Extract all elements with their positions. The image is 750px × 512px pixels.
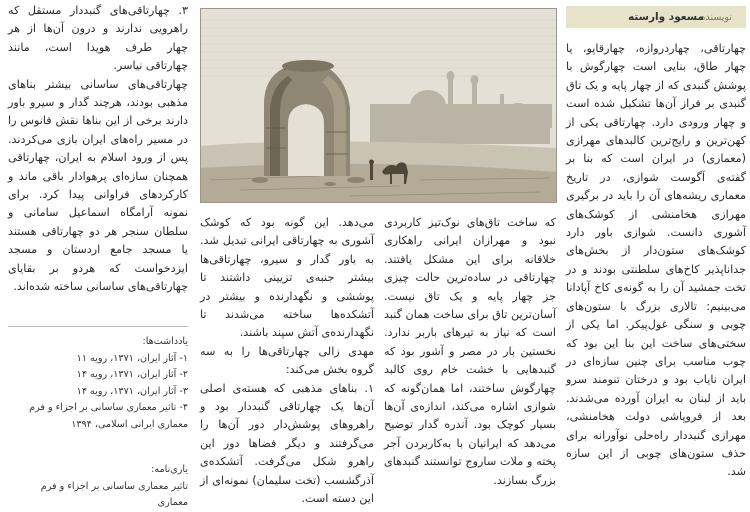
note-item: ۲- آثار ایران، ۱۳۷۱، رویه ۱۴ bbox=[76, 369, 188, 381]
chahartaq-engraving-illustration bbox=[200, 8, 557, 203]
references-section bbox=[8, 462, 188, 512]
paragraph: می‌دهد. این گونه بود که کوشک آشوری به چهارتاقی ایرانی تبدیل شد. به باور گدار و سیرو، چهارتاقی‌ها بیشتر جنبه‌ی تزیینی داشتند تا پوششی و نگهدارنده و بیشتر در آتشکده‌ها ساخته می‌شدند تا نگهدارنده‌ی آتش سپند باشند. bbox=[200, 216, 374, 340]
reference-item: تاثیر معماری ساسانی بر اجزاء و فرم معماری bbox=[40, 480, 188, 509]
note-item: ۴- تاثیر معماری ساسانی بر اجزاء و فرم معماری ایرانی اسلامی، ۱۳۹۴ bbox=[29, 402, 188, 430]
paragraph: چهارتاقی‌های ساسانی بیشتر بناهای مذهبی بودند، هرچند گدار و سیرو باور دارند برخی از این بناها نقش فانوس را در مسیر راه‌های ایران بازی می‌کردند. پس از ورود اسلام به ایران، چهارتاقی همچنان سازه‌ای پرهوادار باقی ماند و کارکردهای فراوانی پیدا کرد. برای نمونه آرامگاه اسماعیل سامانی و سلطان سنجر هر دو چهارتاقی هستند یا مسجد جامع اردستان و مسجد ایزدخواست که هردو بر بقایای چهارتاقی‌های ساسانی ساخته شده‌اند. bbox=[8, 77, 188, 294]
text-column-1 bbox=[566, 40, 746, 482]
notes-heading: یادداشت‌ها: bbox=[142, 336, 188, 347]
references-heading: یاری‌نامه: bbox=[151, 464, 188, 475]
note-item: ۳- آثار ایران، ۱۳۷۱، رویه ۱۴ bbox=[76, 385, 188, 397]
paragraph: ۱. بناهای مذهبی که هسته‌ی اصلی آن‌ها یک چهارتاقی گنبددار بود و راهروهای پوشش‌دار دور آن‌ها را می‌گرفتند و دیگر فضاها دور این راهرو شکل می‌گرفت. آتشکده‌ی آذرگشسب (تخت سلیمان) نمونه‌ای از این دسته است. bbox=[200, 381, 374, 506]
text-column-3 bbox=[200, 214, 374, 509]
text-column-4 bbox=[8, 2, 188, 297]
paragraph: ۳. چهارتاقی‌های گنبددار مستقل که راهرویی ندارند و درون آن‌ها از هر چهار طرف هویدا است، مانند چهارتاقی نیاسر. bbox=[8, 4, 188, 73]
author-name: مسعود وارسته bbox=[628, 11, 704, 23]
paragraph: مهدی زالی چهارتاقی‌ها را به سه گروه بخش می‌کند: bbox=[200, 344, 374, 377]
author-bar bbox=[566, 6, 746, 28]
notes-section bbox=[8, 334, 188, 434]
author-role-label: نویسنده bbox=[700, 11, 732, 23]
notes-divider bbox=[8, 326, 188, 327]
text-column-2 bbox=[384, 214, 556, 490]
paragraph: چهارتاقی، چهاردروازه، چهارقاپو، یا چهار طاق، بنایی است چهارگوش با پوشش گنبدی که از چهار پایه و یک تاق گنبدی بر فراز آن‌ها تشکیل شده است و چهار ورودی دارد. چهارتاقی یکی از کهن‌ترین و رایج‌ترین کالبدهای مهرازی (معماری) در ایران است که بنا بر گفته‌ی آگوست شوازی، در تاریخ معماری ریشه‌های آن را باید در برگیری مهرازی هخامنشی از کوشک‌های آشوری دانست. شوازی باور دارد کوشک‌های ستون‌دار از بخش‌های جداناپذیر کاخ‌های سلطنتی بودند و در تخت جمشید آن را به گونه‌ی کاخ آپادانا می‌بینیم: تالاری بزرگ با ستون‌های چوبی و سنگی غول‌پیکر. اما یکی از سختی‌های ساخت این بنا این بود که چوب مناسب برای چنین سازه‌ای در ایران نایاب بود و درختان تنومند سرو باید از لبنان به ایران آورده می‌شدند. بعد از فروپاشی دولت هخامنشی، مهرازی گنبددار راه‌حلی نوآورانه برای حذف ستون‌های چوبی از این سازه شد. bbox=[566, 42, 746, 479]
note-item: ۱- آثار ایران، ۱۳۷۱، رویه ۱۱ bbox=[76, 352, 188, 364]
paragraph: که ساخت تاق‌های نوک‌تیز کاربردی نبود و مهرازان ایرانی راهکاری خلاقانه برای این مشکل یافتند. چهارتاقی در ساده‌ترین حالت چیزی جز چهار پایه و یک تاق نیست. آسان‌ترین تاق برای ساخت همان گنبد است که نیاز به تیرهای باربر ندارد. نخستین بار در مصر و آشور بود که گنبدهایی با خشت خام روی کالبد چهارگوش ساختند، اما همان‌گونه که شوازی اشاره می‌کند، اندازه‌ی آن‌ها بسیار کوچک بود. آندره گدار توضیح می‌دهد که ایرانیان با به‌کاربردن آجر پخته و ملات ساروج توانستند گنبدهای بزرگ بسازند. bbox=[384, 216, 556, 487]
